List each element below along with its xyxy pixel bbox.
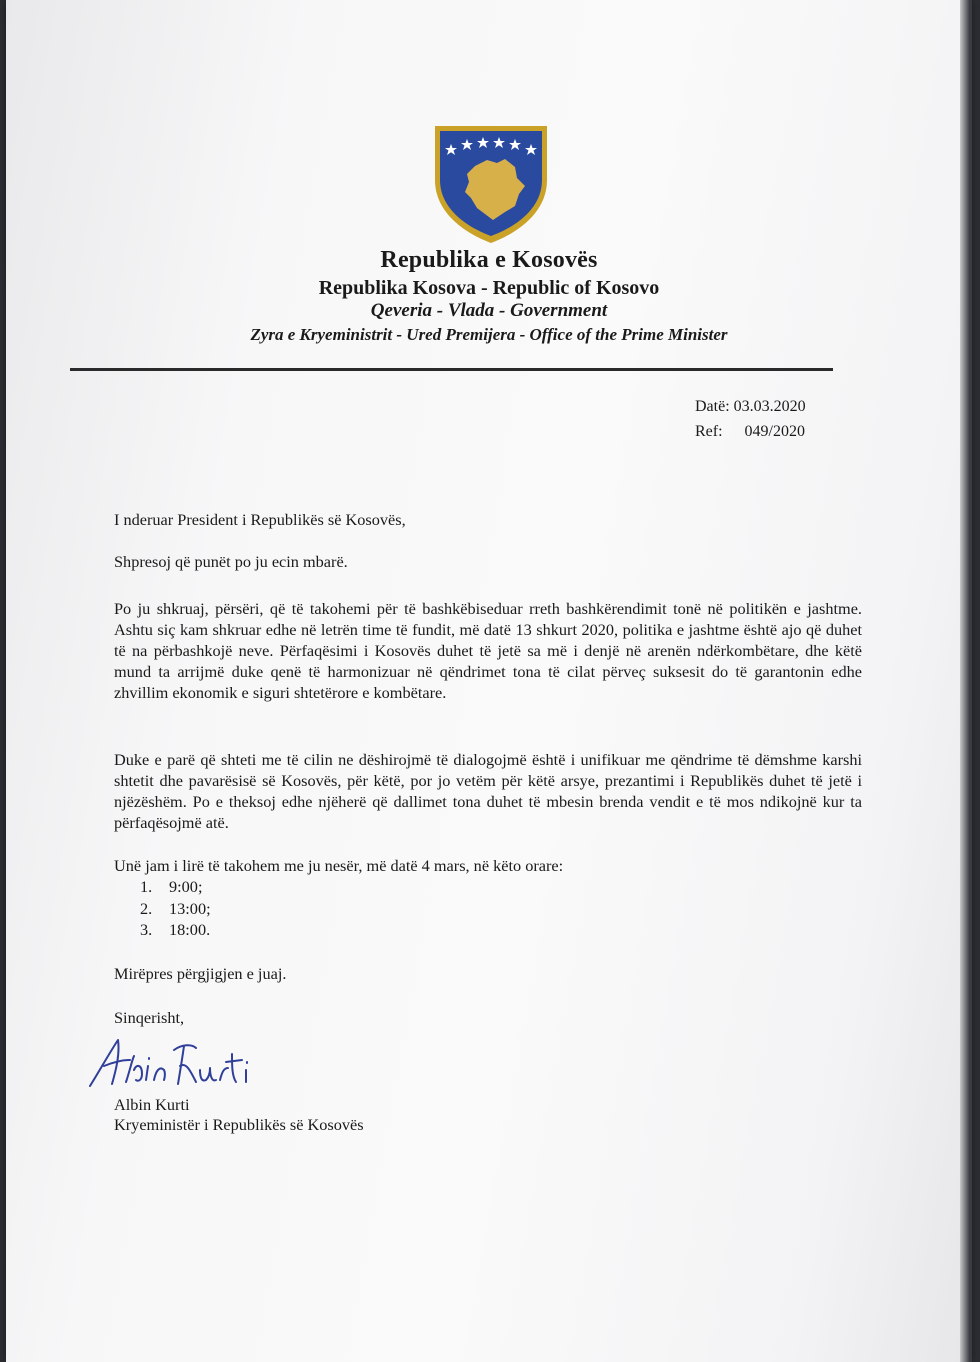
paragraph-2: Duke e parë që shteti me të cilin ne dëshirojmë të dialogojmë është i unifikuar me qëndrime të dëmshme karshi shtetit dhe pavarësisë së Kosovës, për këtë, por jo vetëm për këtë arsye, prezantimi i Republikës duhet të jetë i njëzëshëm. Po e theksoj edhe njëherë që dallimet tona duhet të mbesin brenda vendit e të mos ndikojnë kur ta përfaqësojmë atë. xyxy=(114,750,862,832)
paragraph-1: Po ju shkruaj, përsëri, që të takohemi për të bashkëbiseduar rreth bashkërendimit tonë në politikën e jashtme. Ashtu siç kam shkruar edhe në letrën time të fundit, më datë 13 shkurt 2020, politika e jashtme është ajo që duhet të na përbashkojë neve. Përfaqësimi i Kosovës duhet të jetë sa më i denjë në arenën ndërkombëtare, dhe këtë mund ta arrijmë duke qenë të harmonizuar në qëndrimet tona të cilat përveç suksesit do të garantonin edhe zhvillim ekonomik e siguri shtetërore e kombëtare. xyxy=(114,599,862,702)
salutation: I nderuar President i Republikës së Kosovës, xyxy=(114,510,406,529)
list-item-time: 13:00; xyxy=(169,898,211,918)
list-item xyxy=(140,898,211,920)
country-name-multilingual: Republika Kosova - Republic of Kosovo xyxy=(318,277,660,299)
list-item-time: 18:00. xyxy=(169,920,211,939)
greeting: Shpresoj që punët po ju ecin mbarë. xyxy=(114,552,348,571)
letter-page xyxy=(6,0,972,1362)
letter-date: Datë: 03.03.2020 xyxy=(695,398,806,415)
meeting-times-intro: Unë jam i lirë të takohem me ju nesër, më datë 4 mars, në këto orare: xyxy=(114,856,564,875)
meeting-times-list xyxy=(140,876,211,941)
header-divider xyxy=(70,368,833,371)
list-item-number: 1. xyxy=(140,877,153,896)
office-label: Zyra e Kryeministrit - Ured Premijera - Office of the Prime Minister xyxy=(250,325,728,344)
list-item xyxy=(140,919,211,941)
signature-icon xyxy=(86,1030,266,1090)
list-item xyxy=(140,876,211,898)
closing-line: Mirëpres përgjigjen e juaj. xyxy=(114,964,287,983)
letter-reference xyxy=(695,423,805,441)
signer-name: Albin Kurti xyxy=(114,1095,190,1114)
country-name: Republika e Kosovës xyxy=(380,247,598,273)
reference-value: 049/2020 xyxy=(744,423,805,440)
list-item-number: 3. xyxy=(140,920,153,939)
page-edge-shadow xyxy=(960,0,972,1362)
list-item-time: 9:00; xyxy=(169,877,203,896)
list-item-number: 2. xyxy=(140,898,153,918)
government-label: Qeveria - Vlada - Government xyxy=(370,300,608,321)
signer-title: Kryeministër i Republikës së Kosovës xyxy=(114,1115,364,1134)
coat-of-arms-icon xyxy=(431,122,551,246)
sign-off: Sinqerisht, xyxy=(114,1008,185,1027)
reference-label: Ref: xyxy=(695,423,723,440)
